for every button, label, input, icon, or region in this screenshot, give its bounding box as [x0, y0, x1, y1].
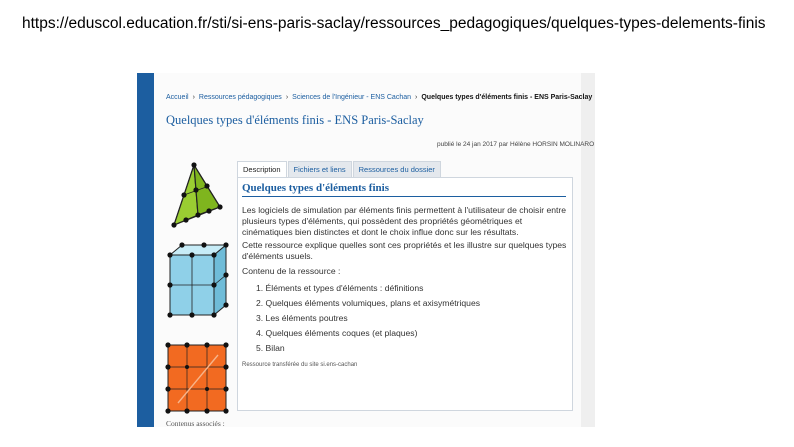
intro-paragraph: Les logiciels de simulation par éléments finis permettent à l'utilisateur de choisir entre plusieurs types d'éléments, qui possèdent des propriétés géométriques et cinématiques bien distinctes et dont le choix influe donc sur les résultats.: [242, 205, 567, 237]
list-item: 2. Quelques éléments volumiques, plans et axisymétriques: [256, 298, 481, 308]
element-illustrations: [164, 159, 230, 419]
breadcrumb-section[interactable]: Sciences de l'Ingénieur - ENS Cachan: [292, 94, 412, 101]
page-url: https://eduscol.education.fr/sti/si-ens-paris-saclay/ressources_pedagogiques/quelques-types-delements-finis: [22, 15, 766, 32]
list-item: 5. Bilan: [256, 343, 285, 353]
description-panel: [237, 177, 573, 411]
list-item: 3. Les éléments poutres: [256, 313, 348, 323]
resource-tabs: [237, 161, 442, 177]
breadcrumb-current: Quelques types d'éléments finis - ENS Paris-Saclay: [421, 94, 593, 101]
table-of-contents: [256, 281, 480, 356]
tab-folder-resources[interactable]: Ressources du dossier: [353, 161, 441, 177]
breadcrumb-separator: ›: [192, 94, 195, 101]
breadcrumb-home[interactable]: Accueil: [166, 94, 189, 101]
transfer-credit: Ressource transférée du site si.ens-cachan: [242, 362, 358, 368]
content-heading: Quelques types d'éléments finis: [242, 182, 566, 197]
tab-files-links[interactable]: Fichiers et liens: [288, 161, 352, 177]
breadcrumb: [166, 94, 592, 101]
tab-description[interactable]: Description: [237, 161, 287, 177]
publication-meta: publié le 24 jan 2017 par Hélène HORSIN MOLINARO: [437, 141, 595, 148]
tetrahedron-element-icon: [171, 162, 222, 227]
website-screenshot: [137, 73, 595, 427]
hexahedron-element-icon: [167, 242, 228, 317]
breadcrumb-separator: ›: [285, 94, 289, 101]
breadcrumb-resources[interactable]: Ressources pédagogiques: [198, 94, 282, 101]
breadcrumb-separator: ›: [415, 94, 418, 101]
scrollbar[interactable]: [581, 73, 595, 427]
list-item: 1. Éléments et types d'éléments : définitions: [256, 283, 424, 293]
left-accent-bar: [137, 73, 154, 427]
related-content-label: Contenus associés :: [166, 419, 225, 427]
cube-element-icon: [165, 342, 228, 413]
list-item: 4. Quelques éléments coques (et plaques): [256, 328, 418, 338]
explanation-paragraph: Cette ressource explique quelles sont ces propriétés et les illustre sur quelques types d'éléments usuels.: [242, 240, 567, 261]
page-title: Quelques types d'éléments finis - ENS Paris-Saclay: [166, 113, 424, 127]
contents-label: Contenu de la ressource :: [242, 266, 341, 276]
